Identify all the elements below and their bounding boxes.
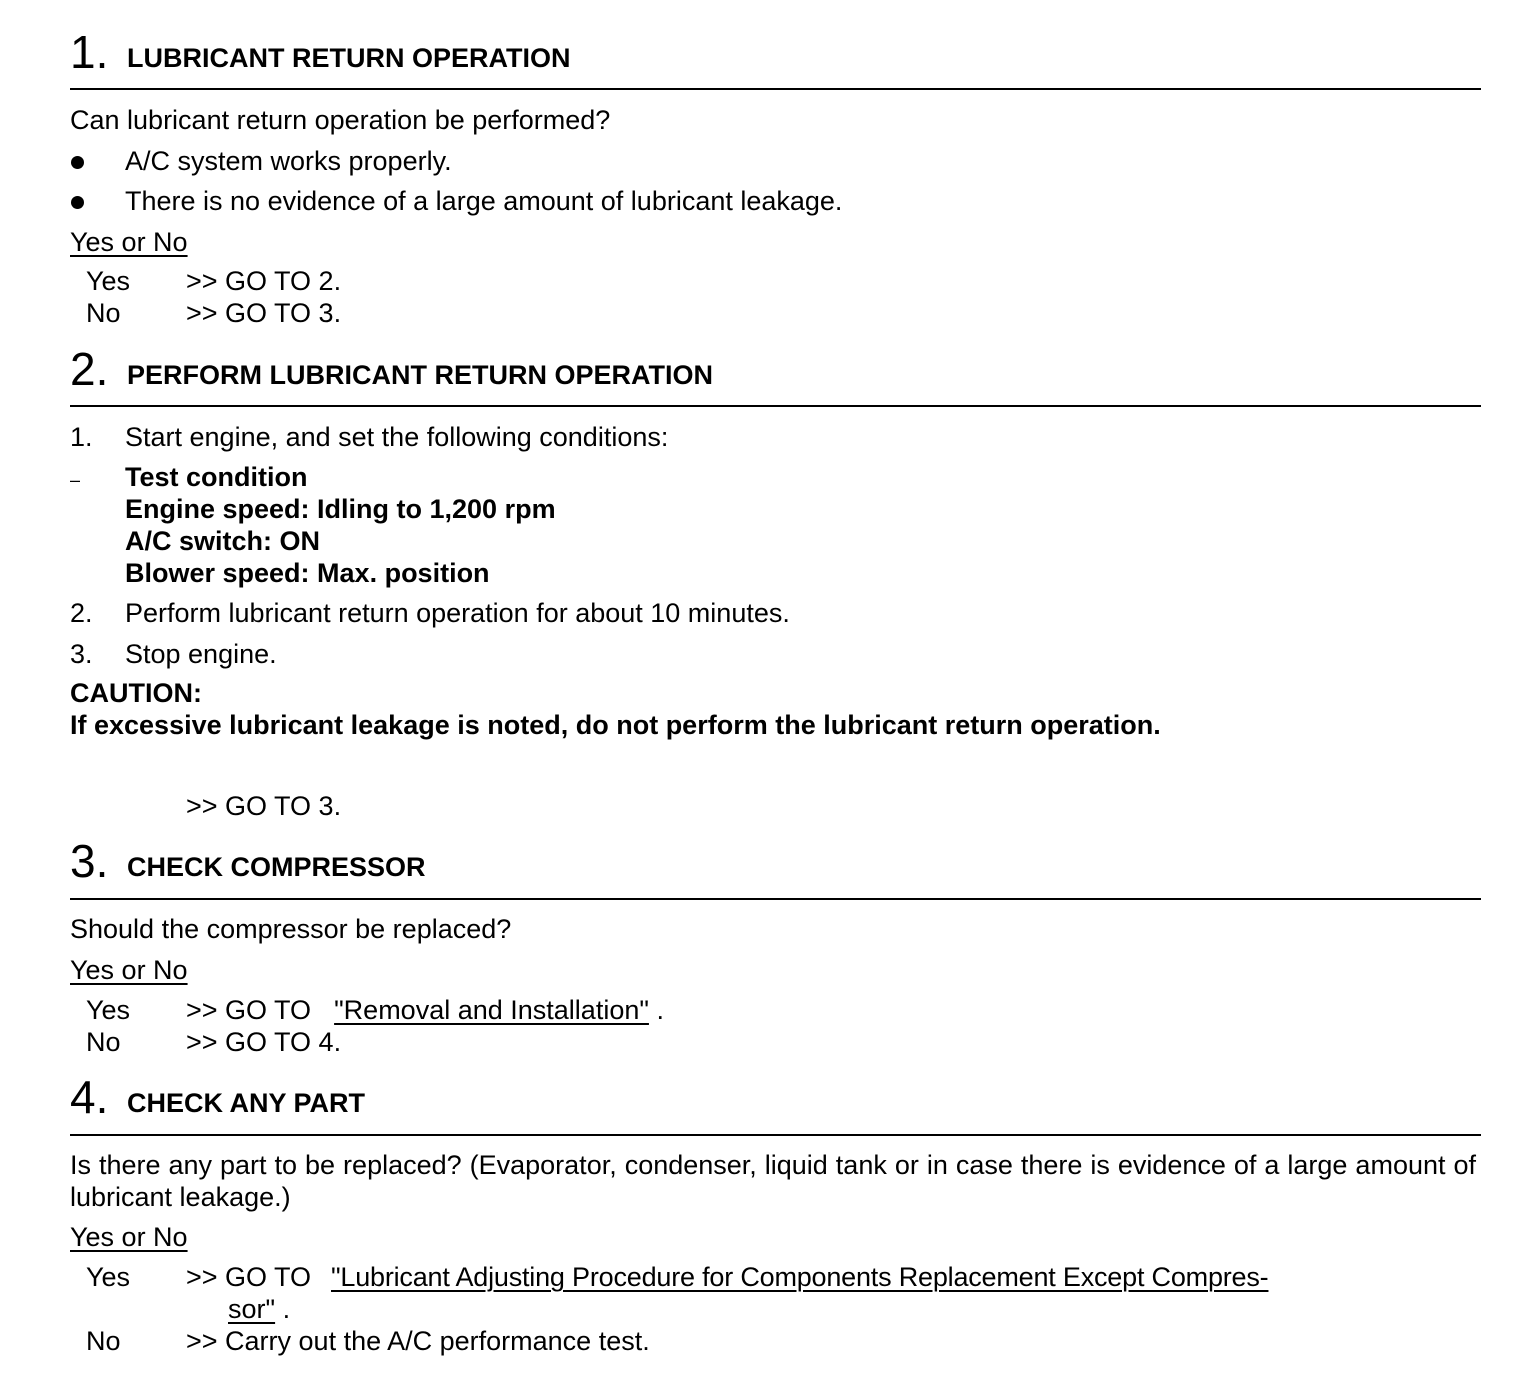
bullet-icon <box>71 156 84 169</box>
section-3-question: Should the compressor be replaced? <box>70 914 512 944</box>
bullet-icon <box>71 196 84 209</box>
caution-label: CAUTION: <box>70 678 202 708</box>
section-1-title: LUBRICANT RETURN OPERATION <box>127 43 571 73</box>
section-3-yes-label: Yes <box>86 995 131 1025</box>
condition-blower-speed: Blower speed: Max. position <box>125 558 490 588</box>
step-1-number: 1. <box>70 422 93 452</box>
section-1-yes-or-no: Yes or No <box>70 227 188 257</box>
section-3-yes-action <box>186 994 664 1026</box>
condition-title: Test condition <box>125 462 308 492</box>
condition-engine-speed: Engine speed: Idling to 1,200 rpm <box>125 494 556 524</box>
section-3-yes-suffix: . <box>656 995 664 1025</box>
section-4-yes-link-continuation <box>228 1293 290 1325</box>
step-1-text: Start engine, and set the following conditions: <box>125 422 669 452</box>
section-2-number: 2. <box>70 343 109 395</box>
section-4-question: Is there any part to be replaced? (Evaporator, condenser, liquid tank or in case there is evidence of a large amount of lubricant leakage.) <box>70 1150 1476 1212</box>
section-1-yes-label: Yes <box>86 266 131 296</box>
section-1-rule <box>70 88 1481 90</box>
lubricant-adjusting-link[interactable]: "Lubricant Adjusting Procedure for Components Replacement Except Compres- <box>331 1262 1269 1292</box>
section-3-title: CHECK COMPRESSOR <box>127 852 426 882</box>
section-1-question: Can lubricant return operation be performed? <box>70 105 611 135</box>
section-3-rule <box>70 898 1481 900</box>
section-3-no-label: No <box>86 1027 121 1057</box>
step-3-text: Stop engine. <box>125 639 277 669</box>
section-1-bullet-2: There is no evidence of a large amount of lubricant leakage. <box>125 186 843 216</box>
section-1-bullet-1: A/C system works properly. <box>125 146 452 176</box>
condition-dash: – <box>70 470 81 490</box>
section-3-no-action: >> GO TO 4. <box>186 1027 342 1057</box>
lubricant-adjusting-link-line2[interactable]: sor" <box>228 1294 276 1324</box>
section-4-yes-suffix: . <box>282 1294 291 1324</box>
section-1-yes-action: >> GO TO 2. <box>186 266 342 296</box>
step-2-number: 2. <box>70 598 93 628</box>
section-3-yes-or-no: Yes or No <box>70 955 188 985</box>
section-4-no-action: >> Carry out the A/C performance test. <box>186 1326 650 1356</box>
step-3-number: 3. <box>70 639 93 669</box>
section-4-yes-label: Yes <box>86 1262 131 1292</box>
section-1-no-action: >> GO TO 3. <box>186 298 342 328</box>
section-4-title: CHECK ANY PART <box>127 1088 366 1118</box>
section-4-yes-or-no: Yes or No <box>70 1222 188 1252</box>
step-2-text: Perform lubricant return operation for about 10 minutes. <box>125 598 790 628</box>
section-1-number: 1. <box>70 26 109 78</box>
section-3-number: 3. <box>70 835 109 887</box>
section-4-no-label: No <box>86 1326 121 1356</box>
section-3-yes-action-prefix: >> GO TO <box>186 995 312 1025</box>
section-4-number: 4. <box>70 1071 109 1123</box>
section-2-title: PERFORM LUBRICANT RETURN OPERATION <box>127 360 713 390</box>
section-2-rule <box>70 405 1481 407</box>
section-1-no-label: No <box>86 298 121 328</box>
section-4-yes-action-prefix: >> GO TO <box>186 1262 312 1292</box>
section-2-next: >> GO TO 3. <box>186 791 342 821</box>
condition-ac-switch: A/C switch: ON <box>125 526 321 556</box>
section-4-rule <box>70 1134 1481 1136</box>
removal-installation-link[interactable]: "Removal and Installation" <box>334 995 649 1025</box>
caution-text: If excessive lubricant leakage is noted, do not perform the lubricant return operation. <box>70 710 1161 740</box>
